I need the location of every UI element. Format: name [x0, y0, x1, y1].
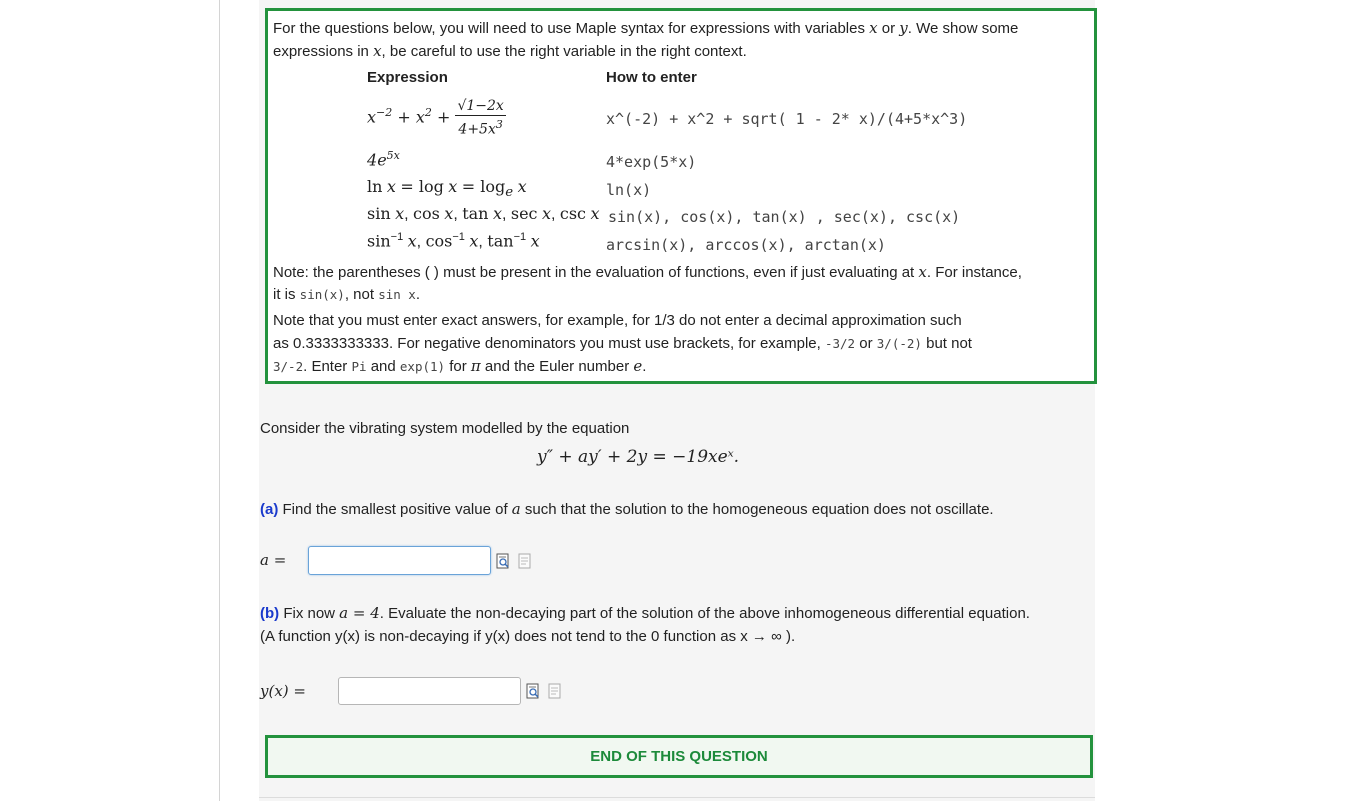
expression-header: Expression — [367, 69, 448, 86]
question-intro: Consider the vibrating system modelled by the equation — [260, 420, 630, 437]
part-b-line-2: (A function y(x) is non-decaying if y(x) does not tend to the 0 function as x → ∞ ). — [260, 628, 796, 645]
expr-row-1: $x^{-2} + x^2$ + $\frac{√1-2x}{4+5x^3}$ — [367, 98, 504, 138]
note-2-line-2: as 0.3333333333. For negative denominators you must use brackets, for example, -3/2 or 3/(-2) but not — [273, 335, 972, 352]
expr-row-3: $\ln x = \log x = \log_e x$ — [367, 177, 527, 201]
bottom-rule — [259, 797, 1095, 798]
note-1-line-2: it is sin(x), not sin x. — [273, 286, 420, 303]
part-b-label: (b) — [260, 605, 280, 622]
part-a-text: (a) Find the smallest positive value of a such that the solution to the homogeneous equation does not oscillate. — [260, 500, 994, 518]
part-a-label: (a) — [260, 501, 279, 518]
enter-row-5: arcsin(x), arccos(x), arctan(x) — [606, 236, 886, 254]
intro-line-2: expressions in x, be careful to use the right variable in the right context. — [273, 42, 747, 60]
enter-row-2: 4*exp(5*x) — [606, 153, 697, 171]
note-1-line-1: Note: the parentheses ( ) must be present in the evaluation of functions, even if just evaluating at x. For instance, — [273, 263, 1022, 281]
enter-row-4: sin(x), cos(x), tan(x) , sec(x), csc(x) — [608, 208, 961, 226]
answer-a-input[interactable] — [308, 546, 491, 575]
syntax-help-icon[interactable] — [548, 683, 562, 699]
end-of-question-banner: END OF THIS QUESTION — [265, 735, 1093, 778]
part-b-text: (b) Fix now a = 4. Evaluate the non-decaying part of the solution of the above inhomogeneous differential equation. — [260, 604, 1030, 622]
question-equation: y″ + ay′ + 2y = −19xeˣ. — [537, 447, 740, 467]
left-divider — [219, 0, 220, 801]
expr-row-5: $\sin^{-1} x$, $\cos^{-1} x$, $\tan^{-1} x$ — [367, 231, 540, 251]
answer-b-label: y(x) = — [260, 682, 306, 700]
syntax-help-icon[interactable] — [518, 553, 532, 569]
note-2-line-3: 3/-2. Enter Pi and exp(1) for π and the Euler number e. — [273, 357, 647, 375]
instructions-box — [265, 8, 1097, 384]
how-to-enter-header: How to enter — [606, 69, 697, 86]
expr-row-2: $4e^{5x}$ — [367, 149, 400, 170]
enter-row-1: x^(-2) + x^2 + sqrt( 1 - 2* x)/(4+5*x^3) — [606, 110, 968, 128]
intro-line-1: For the questions below, you will need to use Maple syntax for expressions with variables x or y. We show some — [273, 19, 1019, 37]
preview-icon[interactable] — [526, 683, 540, 699]
preview-icon[interactable] — [496, 553, 510, 569]
answer-b-input[interactable] — [338, 677, 521, 705]
expr-row-4: sin x, cos x, tan x, sec x, csc x — [367, 204, 600, 223]
note-2-line-1: Note that you must enter exact answers, for example, for 1/3 do not enter a decimal approximation such — [273, 312, 962, 329]
answer-a-label: a = — [260, 551, 287, 569]
enter-row-3: ln(x) — [606, 181, 652, 199]
